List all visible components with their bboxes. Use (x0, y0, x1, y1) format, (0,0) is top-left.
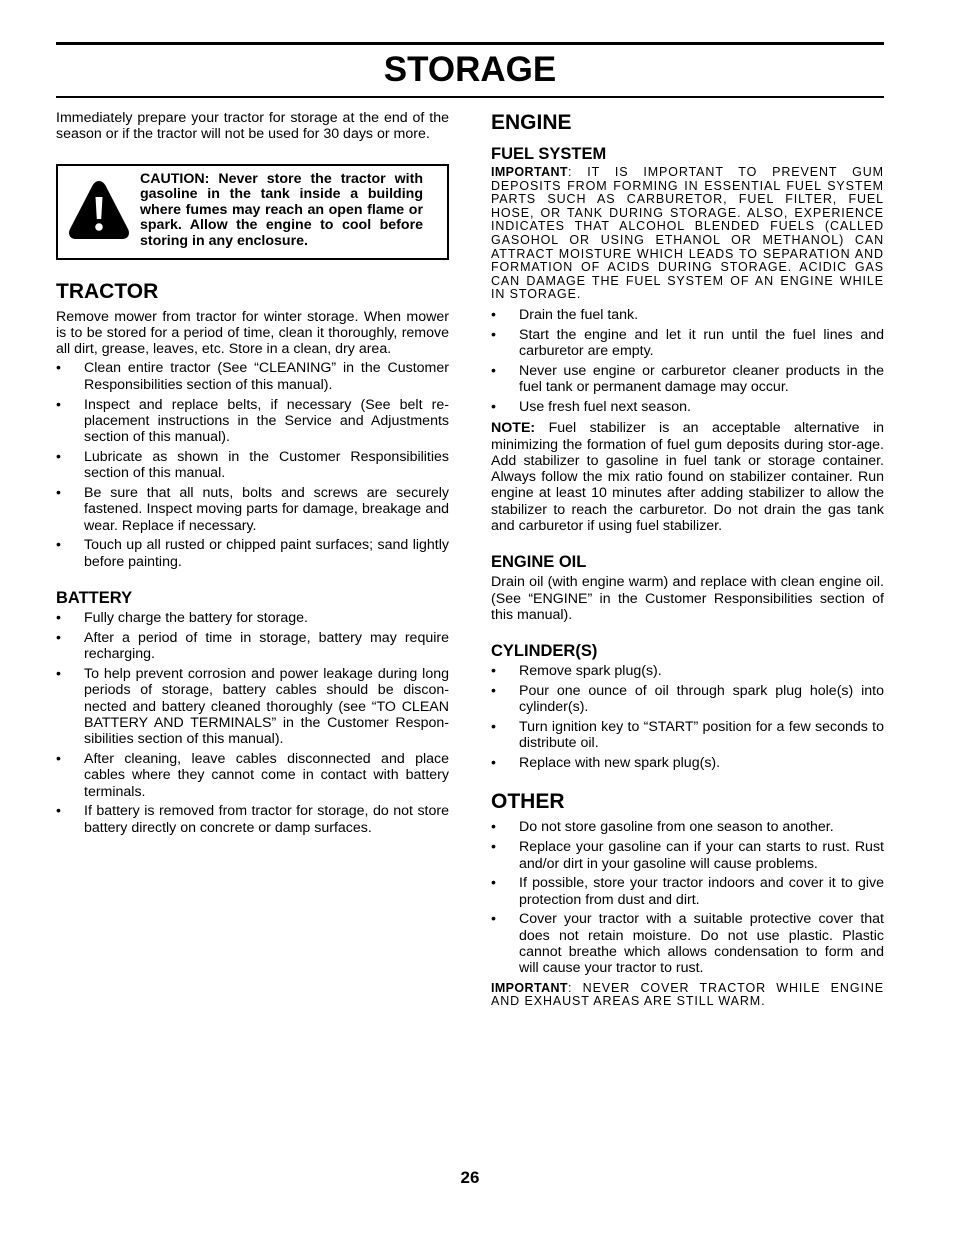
bullet: • (56, 665, 61, 682)
bullet: • (56, 448, 61, 465)
list-item-text: Never use engine or carburetor cleaner products in the fuel tank or permanent damage may occur. (519, 362, 884, 396)
bullet: • (56, 396, 61, 413)
important-text: : IT IS IMPORTANT TO PREVENT GUM DEPOSITS FROM FORMING IN ESSENTIAL FUEL SYSTEM PARTS SUCH AS CARBURETOR, FUEL FILTER, FUEL HOSE, OR TANK DURING STORAGE. ALSO, EXPERIENCE INDICATES THAT ALCOHOL BLENDED FUELS (CALLED GASOHOL OR USING ETHANOL OR METHANOL) CAN ATTRACT MOISTURE WHICH LEADS TO SEPARATION AND FORMATION OF ACIDS DURING STORAGE. ACIDIC GAS CAN DAMAGE THE FUEL SYSTEM OF AN ENGINE WHILE IN STORAGE. (491, 165, 884, 302)
list-item (491, 683, 884, 716)
list-item (56, 449, 449, 482)
note-text: Fuel stabilizer is an acceptable alternative in minimizing the formation of fuel gum deposits during stor-age. Add stabilizer to gasoline in fuel tank or storage container. Always follow the mix ratio found on stabilizer container. Run engine at least 10 minutes after adding stabilizer to allow the stabilizer to reach the carburetor. Do not drain the gas tank and carburetor if using fuel stabilizer. (491, 420, 884, 534)
list-item-text: Clean entire tractor (See “CLEANING” in the Customer Responsibilities section of this manual). (84, 360, 449, 393)
other-list (491, 819, 884, 976)
fuel-important-notice (491, 166, 884, 302)
bullet: • (56, 750, 61, 767)
list-item (56, 360, 449, 393)
list-item (491, 307, 884, 323)
bullet: • (491, 839, 496, 856)
important-label: IMPORTANT (491, 980, 568, 995)
list-item (56, 751, 449, 800)
list-item-text: Use fresh fuel next season. (519, 398, 691, 415)
other-heading: OTHER (491, 790, 565, 814)
bullet: • (491, 719, 496, 736)
bullet: • (491, 819, 496, 836)
list-item-text: Drain the fuel tank. (519, 306, 639, 323)
list-item-text: After a period of time in storage, battery may require recharging. (84, 629, 449, 663)
list-item-text: Cover your tractor with a suitable protective cover that does not retain moisture. Do not use plastic. Plastic cannot breathe which allows condensation to form and will cause your tractor to rust. (519, 911, 884, 977)
bullet: • (491, 306, 496, 323)
cylinders-heading: CYLINDER(S) (491, 642, 598, 661)
important-label: IMPORTANT (491, 165, 568, 179)
caution-box (56, 164, 449, 260)
tractor-heading: TRACTOR (56, 279, 159, 303)
list-item (491, 819, 884, 835)
bullet: • (56, 485, 61, 502)
list-item (491, 911, 884, 976)
list-item (56, 610, 449, 626)
note-label: NOTE: (491, 420, 536, 437)
cylinders-list (491, 663, 884, 771)
list-item-text: Pour one ounce of oil through spark plug hole(s) into cylinder(s). (519, 682, 884, 716)
other-important-notice (491, 982, 884, 1009)
list-item-text: Lubricate as shown in the Customer Responsibilities section of this manual. (84, 448, 449, 482)
list-item (491, 839, 884, 872)
list-item-text: If possible, store your tractor indoors and cover it to give protection from dust and dirt. (519, 875, 884, 908)
bullet: • (56, 803, 61, 820)
bullet: • (491, 682, 496, 699)
bullet: • (491, 875, 496, 892)
intro-paragraph: Immediately prepare your tractor for storage at the end of the season or if the tractor will not be used for 30 days or more. (56, 110, 449, 143)
page-title: STORAGE (383, 50, 557, 89)
list-item (56, 537, 449, 570)
list-item (56, 803, 449, 836)
list-item-text: If battery is removed from tractor for storage, do not store battery directly on concrete or damp surfaces. (84, 803, 449, 836)
list-item (491, 663, 884, 679)
top-rule (56, 42, 884, 45)
list-item (56, 485, 449, 534)
list-item (491, 755, 884, 771)
list-item-text: Inspect and replace belts, if necessary (See belt re-placement instructions in the Service and Adjustments section of this manual). (84, 396, 449, 446)
list-item-text: Start the engine and let it run until the fuel lines and carburetor are empty. (519, 326, 884, 360)
left-column (56, 110, 449, 839)
list-item-text: Replace your gasoline can if your can starts to rust. Rust and/or dirt in your gasoline will cause problems. (519, 839, 884, 872)
bullet: • (56, 629, 61, 646)
list-item (491, 327, 884, 360)
list-item-text: Touch up all rusted or chipped paint surfaces; sand lightly before painting. (84, 537, 449, 570)
list-item (56, 630, 449, 663)
bullet: • (56, 610, 61, 627)
important-text: : NEVER COVER TRACTOR WHILE ENGINE AND EXHAUST AREAS ARE STILL WARM. (491, 980, 884, 1009)
title-rule (56, 96, 884, 98)
list-item-text: After cleaning, leave cables disconnected and place cables where they cannot come in contact with battery terminals. (84, 750, 449, 800)
list-item-text: To help prevent corrosion and power leakage during long periods of storage, battery cables should be discon-nected and battery cleaned thoroughly (see “TO CLEAN BATTERY AND TERMINALS” in the Customer Respon-sibilities section of this manual). (84, 665, 449, 748)
engine-oil-heading: ENGINE OIL (491, 553, 587, 572)
list-item (491, 399, 884, 415)
bullet: • (56, 360, 61, 377)
list-item (491, 875, 884, 908)
list-item (56, 397, 449, 446)
right-column (491, 110, 884, 1014)
list-item-text: Do not store gasoline from one season to another. (519, 819, 834, 836)
bullet: • (491, 398, 496, 415)
bullet: • (56, 537, 61, 554)
battery-list (56, 610, 449, 836)
list-item (491, 363, 884, 396)
list-item (491, 719, 884, 752)
fuel-note (491, 420, 884, 534)
bullet: • (491, 326, 496, 343)
list-item-text: Replace with new spark plug(s). (519, 755, 721, 772)
list-item-text: Fully charge the battery for storage. (84, 610, 308, 627)
bullet: • (491, 362, 496, 379)
fuel-system-heading: FUEL SYSTEM (491, 145, 607, 163)
bullet: • (491, 911, 496, 928)
list-item (56, 666, 449, 747)
warning-exclamation-triangle-icon (67, 179, 131, 241)
bullet: • (491, 755, 496, 772)
engine-heading: ENGINE (491, 111, 572, 134)
caution-text: CAUTION: Never store the tractor with gasoline in the tank inside a building where fumes may reach an open flame or spark. Allow the engine to cool before storing in any enclosure. (140, 170, 423, 249)
engine-oil-paragraph: Drain oil (with engine warm) and replace with clean engine oil. (See “ENGINE” in the Customer Responsibilities section of this manual). (491, 574, 884, 623)
battery-heading: BATTERY (56, 589, 133, 608)
list-item-text: Turn ignition key to “START” position for a few seconds to distribute oil. (519, 719, 884, 752)
list-item-text: Remove spark plug(s). (519, 663, 662, 680)
fuel-system-list (491, 307, 884, 415)
tractor-list (56, 360, 449, 570)
page-number: 26 (460, 1168, 480, 1187)
list-item-text: Be sure that all nuts, bolts and screws are securely fastened. Inspect moving parts for damage, breakage and wear. Replace if necessary. (84, 485, 449, 534)
tractor-paragraph: Remove mower from tractor for winter storage. When mower is to be stored for a period of time, clean it thoroughly, remove all dirt, grease, leaves, etc. Store in a clean, dry area. (56, 308, 449, 358)
bullet: • (491, 663, 496, 680)
